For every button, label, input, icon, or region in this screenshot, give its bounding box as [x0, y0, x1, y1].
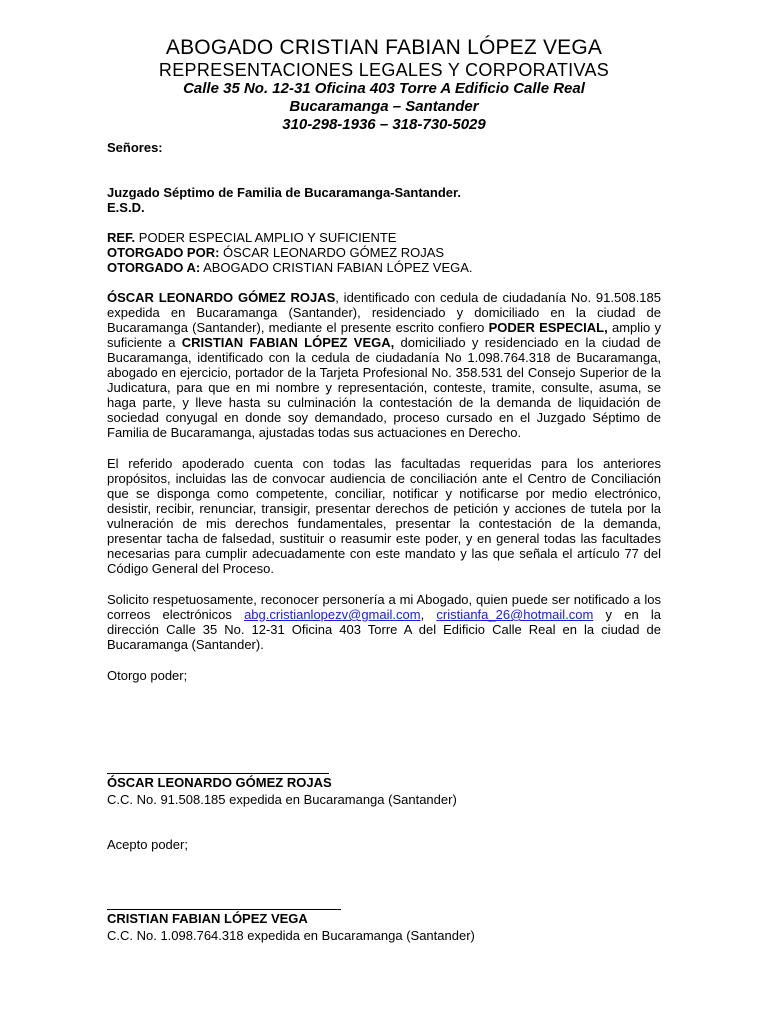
acepto-poder: Acepto poder; [107, 837, 188, 852]
signature-line-attorney [107, 909, 341, 910]
granted-by-line [107, 245, 661, 260]
attorney-name: CRISTIAN FABIAN LÓPEZ VEGA, [181, 335, 395, 350]
granted-to-line [107, 260, 661, 275]
poder-especial: PODER ESPECIAL, [488, 320, 608, 335]
court-name: Juzgado Séptimo de Familia de Bucaramanga-Santander. [107, 185, 461, 200]
ref-line [107, 230, 661, 245]
esd-line: E.S.D. [107, 200, 145, 215]
paragraph-grant [107, 290, 661, 440]
paragraph-notification [107, 592, 661, 652]
paragraph-grant-text-c: domiciliado y residenciado en la ciudad de Bucaramanga, identificado con la cedula de ciudadanía No 1.098.764.318 de Bucaramanga, abogado en ejercicio, portador de la Tarjeta Profesional No. 358.531 del Consejo Superior de la Judicatura, para que en mi nombre y representación, conteste, tramite, consulte, asuma, se haga parte, y lleve hasta su culminación la contestación de la demanda de liquidación de sociedad conyugal en donde soy demandado, proceso cursado en el Juzgado Séptimo de Familia de Bucaramanga, ajustadas todas sus actuaciones en Derecho. [107, 335, 661, 440]
lawyer-name-heading: ABOGADO CRISTIAN FABIAN LÓPEZ VEGA [165, 36, 603, 59]
paragraph-grant-text-a: , identificado con cedula de ciudadanía No. 91.508.185 expedida en Bucaramanga (Santander), residenciado y domiciliado en la ciudad de Bucaramanga (Santander), mediante el presente escrito confiero [107, 290, 661, 335]
paragraph-notification-text-b: y en la dirección Calle 35 No. 12-31 Oficina 403 Torre A del Edificio Calle Real en la ciudad de Bucaramanga (Santander). [107, 607, 661, 652]
phones-line: 310-298-1936 – 318-730-5029 [282, 116, 486, 133]
letterhead [0, 36, 768, 134]
signature-grantor-name: ÓSCAR LEONARDO GÓMEZ ROJAS [107, 775, 332, 790]
signature-line-grantor [107, 773, 329, 774]
signature-attorney-name: CRISTIAN FABIAN LÓPEZ VEGA [107, 911, 308, 926]
ref-label: REF. [107, 230, 136, 245]
paragraph-faculties: El referido apoderado cuenta con todas las facultadas requeridas para los anteriores propósitos, incluidas las de convocar audiencia de conciliación ante el Centro de Conciliación que se disponga como competente, conciliar, notificar y notificarse por medio electrónico, desistir, recibir, renunciar, transigir, presentar derechos de petición y acciones de tutela por la vulneración de mis derechos fundamentales, presentar la contestación de la demanda, presentar tacha de falsedad, sustituir o reasumir este poder, y en general todas las facultades necesarias para cumplir adecuadamente con este mandato y las que señala el artículo 77 del Código General del Proceso. [107, 456, 661, 576]
granted-to-value: ABOGADO CRISTIAN FABIAN LÓPEZ VEGA. [200, 260, 473, 275]
email-link-hotmail[interactable]: cristianfa_26@hotmail.com [436, 607, 594, 622]
ref-value: PODER ESPECIAL AMPLIO Y SUFICIENTE [135, 230, 397, 245]
paragraph-grant-text-b: amplio y suficiente a [107, 320, 661, 350]
firm-subtitle: REPRESENTACIONES LEGALES Y CORPORATIVAS [158, 60, 610, 80]
grantor-name: ÓSCAR LEONARDO GÓMEZ ROJAS [107, 290, 336, 305]
comma: , [420, 607, 437, 622]
salutation: Señores: [107, 140, 163, 155]
granted-to-label: OTORGADO A: [107, 260, 201, 275]
signature-attorney-id: C.C. No. 1.098.764.318 expedida en Bucaramanga (Santander) [107, 928, 475, 943]
email-link-gmail[interactable]: abg.cristianlopezv@gmail.com [244, 607, 421, 622]
granted-by-value: ÓSCAR LEONARDO GÓMEZ ROJAS [219, 245, 445, 260]
city-line: Bucaramanga – Santander [289, 98, 479, 115]
signature-grantor-id: C.C. No. 91.508.185 expedida en Bucaramanga (Santander) [107, 792, 457, 807]
granted-by-label: OTORGADO POR: [107, 245, 220, 260]
paragraph-notification-text-a: Solicito respetuosamente, reconocer personería a mi Abogado, quien puede ser notificado a los correos electrónicos [107, 592, 661, 622]
address-line: Calle 35 No. 12-31 Oficina 403 Torre A Edificio Calle Real [183, 80, 585, 97]
otorgo-poder: Otorgo poder; [107, 668, 188, 683]
letter-body [107, 140, 661, 683]
